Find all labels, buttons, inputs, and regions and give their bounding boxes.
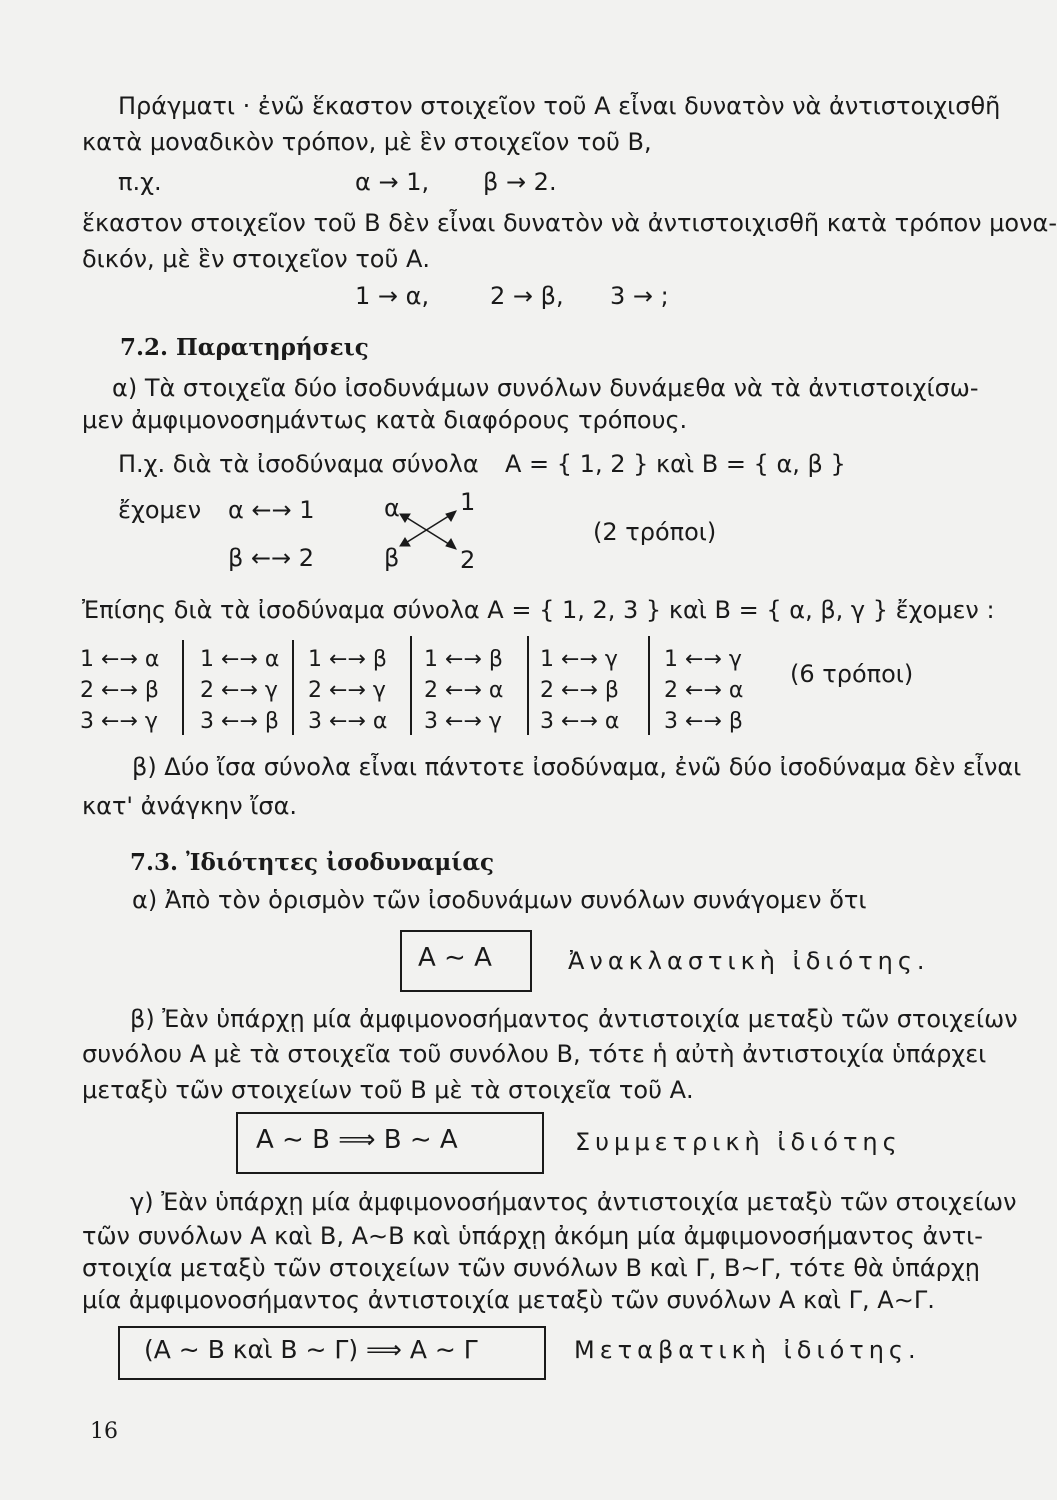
symmetric-property-label: Συμμετρικὴ ἰδιότης	[575, 1128, 902, 1156]
way-6-row-2: 2 ←→ α	[664, 678, 744, 703]
way-4-row-1: 1 ←→ β	[424, 647, 503, 672]
cross-alpha: α	[384, 494, 400, 522]
cross-mapping-arrows	[398, 506, 462, 552]
s72-b-line-2: κατ' ἀνάγκην ἴσα.	[82, 792, 298, 820]
reflexive-formula: Α ∼ Α	[418, 943, 492, 973]
intro-map-a: α → 1,	[355, 168, 430, 196]
s73-c-line-3: στοιχία μεταξὺ τῶν στοιχείων τῶν συνόλων Β καὶ Γ, Β∼Γ, τότε θὰ ὑπάρχῃ	[82, 1254, 980, 1282]
cross-two: 2	[460, 546, 476, 574]
way-3-row-3: 3 ←→ α	[308, 709, 388, 734]
s72-b-line-1: β) Δύο ἴσα σύνολα εἶναι πάντοτε ἰσοδύναμα, ἐνῶ δύο ἰσοδύναμα δὲν εἶναι	[132, 753, 1022, 781]
s73-b-line-1: β) Ἐὰν ὑπάρχῃ μία ἀμφιμονοσήμαντος ἀντιστοιχία μεταξὺ τῶν στοιχείων	[130, 1005, 1018, 1033]
way-1-row-2: 2 ←→ β	[80, 678, 159, 703]
cross-one: 1	[460, 488, 476, 516]
s72-have: ἔχομεν	[118, 496, 202, 524]
s72-example-sets: Α = { 1, 2 } καὶ Β = { α, β }	[505, 450, 846, 478]
section-7-2-title: 7.2. Παρατηρήσεις	[120, 334, 369, 361]
table-divider	[648, 636, 650, 735]
intro-example-label: π.χ.	[118, 168, 162, 196]
ways-2: (2 τρόποι)	[593, 518, 717, 546]
symmetric-formula: Α ∼ Β ⟹ Β ∼ Α	[256, 1125, 458, 1155]
way-6-row-3: 3 ←→ β	[664, 709, 743, 734]
intro-map-b: β → 2.	[483, 168, 557, 196]
way-5-row-3: 3 ←→ α	[540, 709, 620, 734]
way-3-row-1: 1 ←→ β	[308, 647, 387, 672]
table-divider	[410, 636, 412, 735]
way-1-row-3: 3 ←→ γ	[80, 709, 158, 734]
page-number: 16	[90, 1419, 118, 1444]
s73-c-line-4: μία ἀμφιμονοσήμαντος ἀντιστοιχία μεταξὺ τῶν συνόλων Α καὶ Γ, Α∼Γ.	[82, 1286, 935, 1314]
s72-example-line: Π.χ. διὰ τὰ ἰσοδύναμα σύνολα	[118, 450, 479, 478]
s73-c-line-2: τῶν συνόλων Α καὶ Β, Α∼Β καὶ ὑπάρχῃ ἀκόμη μία ἀμφιμονοσήμαντος ἀντι-	[82, 1222, 983, 1250]
intro-line-4: ἕκαστον στοιχεῖον τοῦ Β δὲν εἶναι δυνατὸν νὰ ἀντιστοιχισθῆ κατὰ τρόπον μονα-	[82, 209, 1057, 237]
intro-line-5: δικόν, μὲ ἓν στοιχεῖον τοῦ Α.	[82, 245, 431, 273]
intro-line-1: Πράγματι · ἐνῶ ἕκαστον στοιχεῖον τοῦ Α εἶναι δυνατὸν νὰ ἀντιστοιχισθῆ	[118, 92, 1001, 120]
table-divider	[292, 640, 294, 735]
way-4-row-2: 2 ←→ α	[424, 678, 504, 703]
way-5-row-2: 2 ←→ β	[540, 678, 619, 703]
way-1-row-1: 1 ←→ α	[80, 647, 160, 672]
s72-a-line-2: μεν ἀμφιμονοσημάντως κατὰ διαφόρους τρόπους.	[82, 406, 688, 434]
way-2-row-3: 3 ←→ β	[200, 709, 279, 734]
ways-6: (6 τρόποι)	[790, 660, 914, 688]
intro-map-1: 1 → α,	[355, 282, 430, 310]
s73-b-line-3: μεταξὺ τῶν στοιχείων τοῦ Β μὲ τὰ στοιχεῖα τοῦ Α.	[82, 1076, 694, 1104]
way-2-row-1: 1 ←→ α	[200, 647, 280, 672]
transitive-property-label: Μεταβατικὴ ἰδιότης.	[574, 1336, 921, 1364]
way-5-row-1: 1 ←→ γ	[540, 647, 618, 672]
s72-also-line: Ἐπίσης διὰ τὰ ἰσοδύναμα σύνολα Α = { 1, 2, 3 } καὶ Β = { α, β, γ } ἔχομεν :	[82, 596, 995, 624]
section-7-3-title: 7.3. Ἰδιότητες ἰσοδυναμίας	[130, 849, 495, 876]
table-divider	[182, 640, 184, 735]
s73-b-line-2: συνόλου Α μὲ τὰ στοιχεῖα τοῦ συνόλου Β, τότε ἡ αὐτὴ ἀντιστοιχία ὑπάρχει	[82, 1040, 987, 1068]
intro-map-2: 2 → β,	[490, 282, 564, 310]
s72-map-alpha-1: α ←→ 1	[228, 496, 315, 524]
s73-c-line-1: γ) Ἐὰν ὑπάρχῃ μία ἀμφιμονοσήμαντος ἀντιστοιχία μεταξὺ τῶν στοιχείων	[130, 1188, 1017, 1216]
transitive-formula: (Α ∼ Β καὶ Β ∼ Γ) ⟹ Α ∼ Γ	[144, 1335, 478, 1364]
reflexive-property-label: Ἀνακλαστικὴ ἰδιότης.	[568, 947, 930, 975]
way-6-row-1: 1 ←→ γ	[664, 647, 742, 672]
way-3-row-2: 2 ←→ γ	[308, 678, 386, 703]
way-2-row-2: 2 ←→ γ	[200, 678, 278, 703]
table-divider	[527, 636, 529, 735]
s73-a-line-1: α) Ἀπὸ τὸν ὁρισμὸν τῶν ἰσοδυνάμων συνόλων συνάγομεν ὅτι	[132, 886, 867, 914]
s72-map-beta-2: β ←→ 2	[228, 544, 315, 572]
way-4-row-3: 3 ←→ γ	[424, 709, 502, 734]
intro-map-3: 3 → ;	[610, 282, 669, 310]
cross-beta: β	[384, 544, 400, 572]
s72-a-line-1: α) Τὰ στοιχεῖα δύο ἰσοδυνάμων συνόλων δυνάμεθα νὰ τὰ ἀντιστοιχίσω-	[112, 374, 979, 402]
intro-line-2: κατὰ μοναδικὸν τρόπον, μὲ ἓν στοιχεῖον τοῦ Β,	[82, 128, 652, 156]
